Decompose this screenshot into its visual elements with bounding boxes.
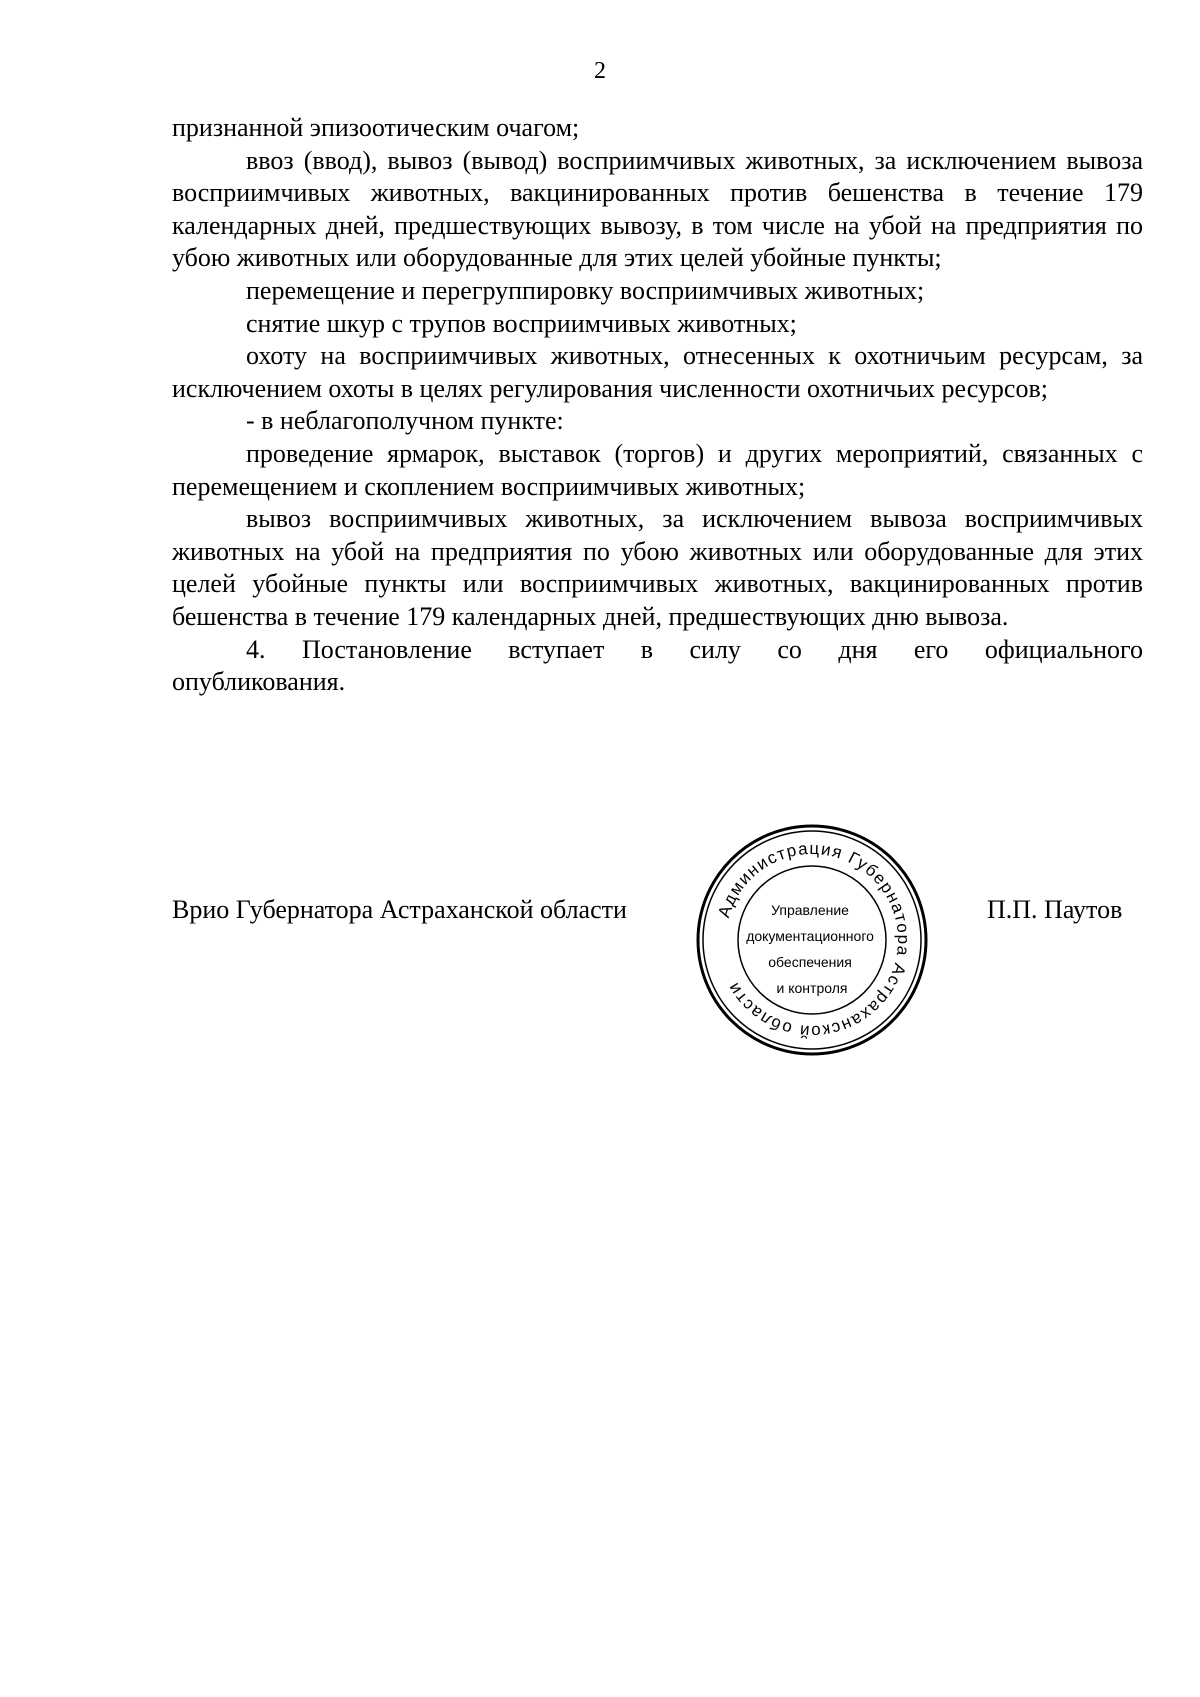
paragraph-10: опубликования. <box>172 667 346 697</box>
paragraph-1: признанной эпизоотическим очагом; <box>172 113 580 142</box>
page-number: 2 <box>594 58 606 84</box>
paragraph-5: охоту на восприимчивых животных, отнесенных к охотничьим ресурсам, за исключением охоты в целях регулирования численности охотничьих ресурсов; <box>172 341 1143 403</box>
official-seal <box>694 822 930 1058</box>
paragraph-2: ввоз (ввод), вывоз (вывод) восприимчивых животных, за исключением вывоза восприимчивых животных, вакцинированных против бешенства в течение 179 календарных дней, предшествующих вывозу, в том числе на убой на предприятия по убою животных или оборудованные для этих целей убойные пункты; <box>172 145 1143 273</box>
seal-inner-line-3: обеспечения <box>768 954 852 970</box>
seal-outer-text: Администрация Губернатора Астраханской области <box>714 838 914 1042</box>
document-body <box>172 112 1143 699</box>
paragraph-8: вывоз восприимчивых животных, за исключением вывоза восприимчивых животных на убой на предприятия по убою животных или оборудованные для этих целей убойные пункты или восприимчивых животных, вакцинированных против бешенства в течение 179 календарных дней, предшествующих дню вывоза. <box>172 504 1143 631</box>
seal-inner-line-2: документационного <box>746 928 874 944</box>
signatory-position: Врио Губернатора Астраханской области <box>172 895 627 924</box>
seal-inner-line-4: и контроля <box>776 980 848 996</box>
svg-text:Управление документационно <box>746 902 878 996</box>
signatory-name: П.П. Паутов <box>987 895 1123 924</box>
paragraph-4: снятие шкур с трупов восприимчивых животных; <box>246 308 797 338</box>
paragraph-6: - в неблагополучном пункте: <box>246 406 564 436</box>
paragraph-9: 4. Постановление вступает в силу со дня его официального <box>246 634 1143 664</box>
seal-inner-line-1: Управление <box>771 902 849 918</box>
paragraph-7: проведение ярмарок, выставок (торгов) и других мероприятий, связанных с перемещением и скоплением восприимчивых животных; <box>172 438 1143 501</box>
paragraph-3: перемещение и перегруппировку восприимчивых животных; <box>246 275 925 305</box>
